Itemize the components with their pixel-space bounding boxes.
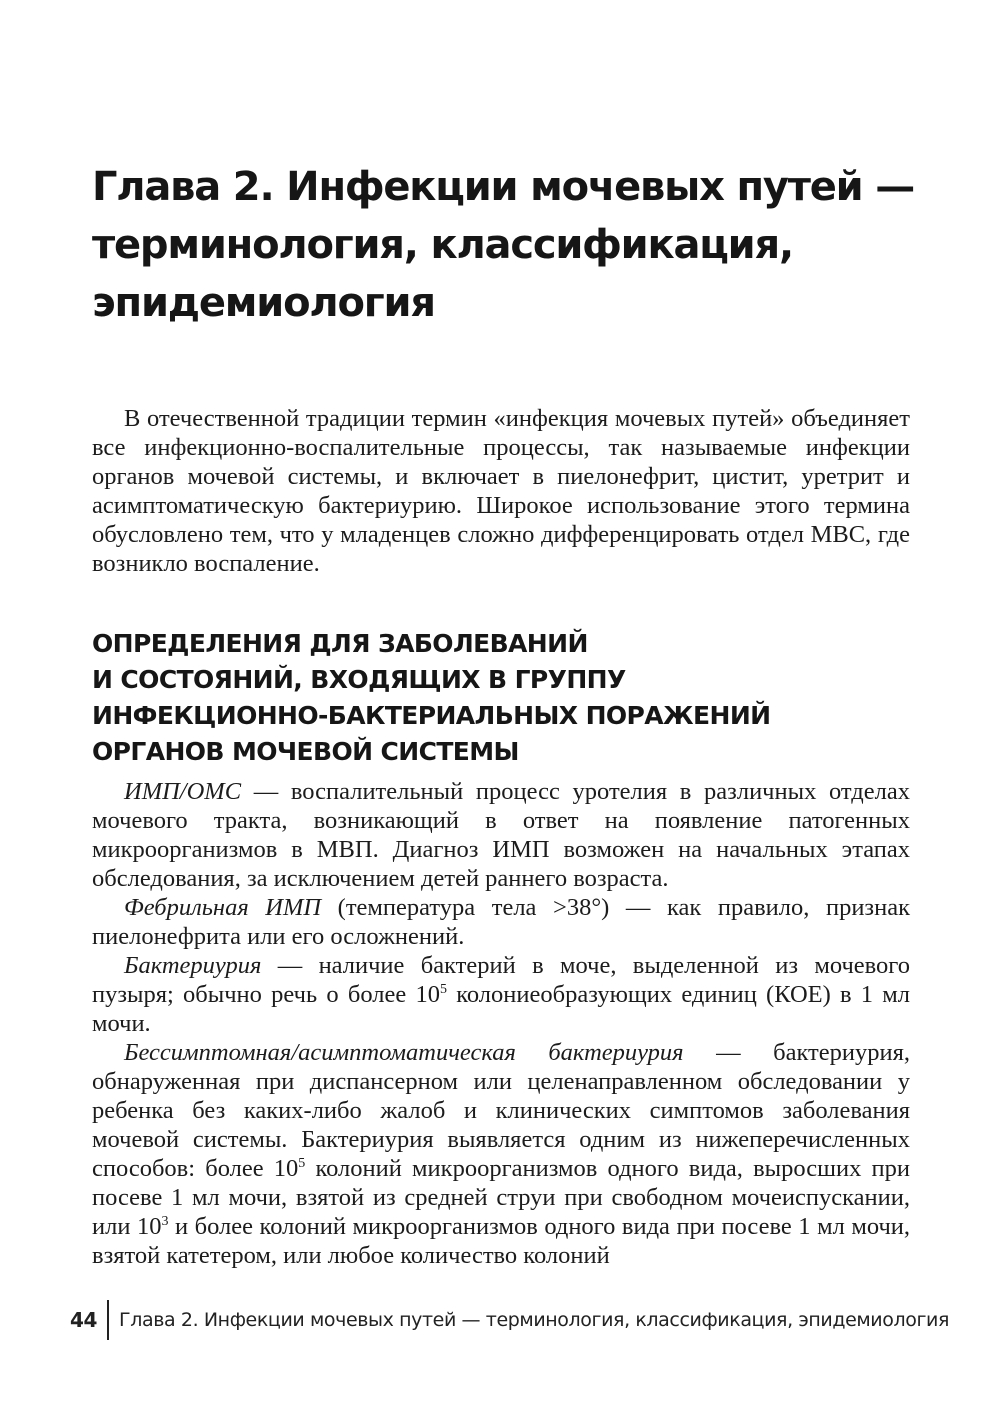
definition-text: (температура тела >38°) — как правило, признак пиелонефрита или его осложнений. (92, 894, 910, 950)
intro-paragraph: В отечественной традиции термин «инфекция мочевых путей» объединяет все инфекционно-воспалительные процессы, так называемые инфекции органов мочевой системы, и включает в пиелонефрит, цистит, уретрит и асимптоматическую бактериурию. Широкое использование этого термина обусловлено тем, что у младенцев сложно дифференцировать отдел МВС, где возникло воспаление. (92, 405, 910, 577)
section-heading-line: И СОСТОЯНИЙ, ВХОДЯЩИХ В ГРУППУ (92, 665, 626, 694)
definition-paragraph (92, 777, 910, 893)
page-footer (70, 1300, 949, 1340)
intro-block (92, 404, 910, 578)
definition-text: колониеобразующих единиц (КОЕ) в 1 мл мочи. (92, 981, 911, 1037)
definition-paragraph (92, 893, 910, 951)
chapter-title-line: терминология, классификация, (92, 222, 793, 268)
superscript-exponent: 5 (298, 1156, 306, 1171)
definition-term: ИМП/ОМС (124, 778, 242, 805)
section-heading (92, 626, 952, 770)
definition-paragraph (92, 951, 910, 1038)
section-heading-line: ОРГАНОВ МОЧЕВОЙ СИСТЕМЫ (92, 737, 519, 766)
definitions-block (92, 777, 910, 1270)
definition-term: Фебрильная ИМП (124, 894, 322, 921)
chapter-title-line: эпидемиология (92, 280, 435, 326)
running-title: Глава 2. Инфекции мочевых путей — терминология, классификация, эпидемиология (119, 1309, 950, 1331)
chapter-title (92, 158, 952, 332)
page-number: 44 (70, 1308, 98, 1332)
definition-text: колоний микроорганизмов одного вида, выросших при посеве 1 мл мочи, взятой из средней струи при свободном мочеиспускании, или 10 (92, 1155, 910, 1240)
definition-term: Бактериурия (124, 952, 262, 979)
section-heading-line: ИНФЕКЦИОННО-БАКТЕРИАЛЬНЫХ ПОРАЖЕНИЙ (92, 701, 771, 730)
superscript-exponent: 3 (161, 1214, 169, 1229)
definition-text: — наличие бактерий в моче, выделенной из мочевого пузыря; обычно речь о более 10 (92, 952, 910, 1008)
chapter-title-line: Глава 2. Инфекции мочевых путей — (92, 164, 915, 210)
definition-text: — воспалительный процесс уротелия в различных отделах мочевого тракта, возникающий в ответ на появление патогенных микроорганизмов в МВП. Диагноз ИМП возможен на начальных этапах обследования, за исключением детей раннего возраста. (92, 778, 910, 892)
superscript-exponent: 5 (439, 982, 447, 997)
definition-term: Бессимптомная/асимптоматическая бактериурия (124, 1039, 684, 1066)
section-heading-line: ОПРЕДЕЛЕНИЯ ДЛЯ ЗАБОЛЕВАНИЙ (92, 629, 588, 658)
footer-divider (107, 1300, 109, 1340)
definition-paragraph (92, 1038, 910, 1270)
definition-text: — бактериурия, обнаруженная при диспансерном или целенаправленном обследовании у ребенка без каких-либо жалоб и клинических симптомов заболевания мочевой системы. Бактериурия выявляется одним из нижеперечисленных способов: более 10 (92, 1039, 910, 1182)
definition-text: и более колоний микроорганизмов одного вида при посеве 1 мл мочи, взятой катетером, или любое количество колоний (92, 1213, 911, 1269)
